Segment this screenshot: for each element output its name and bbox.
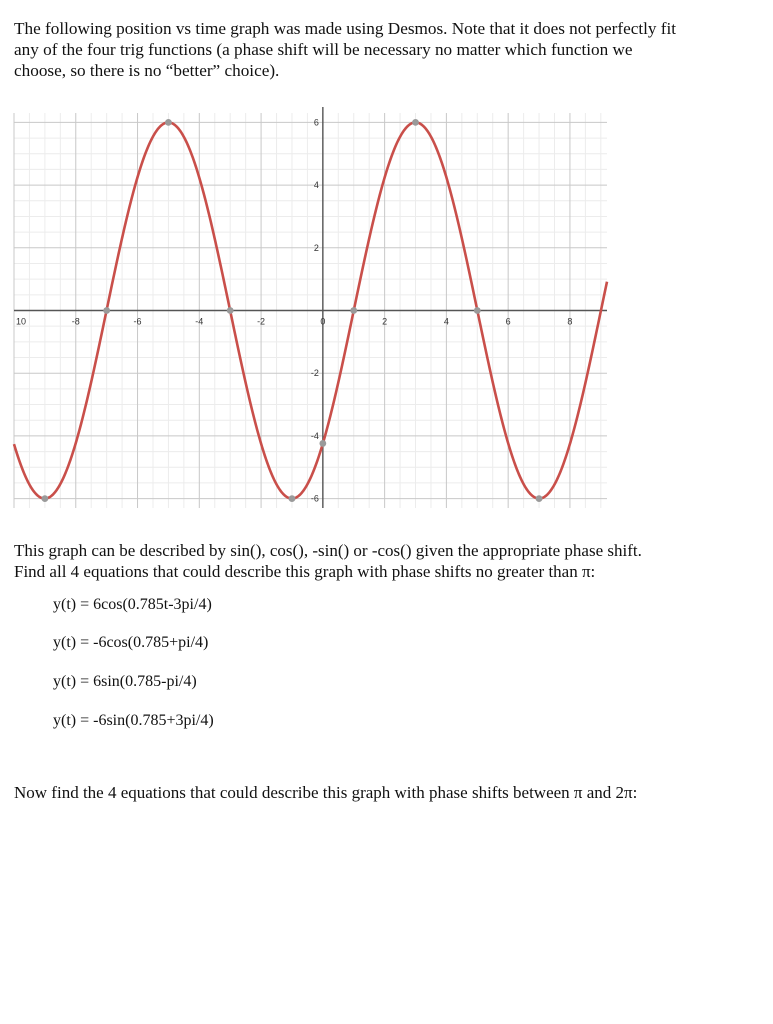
x-tick-label: -4 (195, 316, 204, 327)
curve-point (289, 495, 296, 502)
equation-1: y(t) = 6cos(0.785t-3pi/4) (53, 596, 212, 613)
x-tick-label: -2 (257, 316, 266, 327)
position-time-graph (0, 105, 620, 515)
intro-paragraph (14, 18, 762, 81)
curve-point (350, 307, 357, 314)
y-tick-label: 2 (313, 242, 319, 253)
x-tick-label: -8 (71, 316, 80, 327)
curve-point (536, 495, 543, 502)
description-line-2: Find all 4 equations that could describe this graph with phase shifts no greater than π: (14, 562, 596, 581)
description-line-1: This graph can be described by sin(), cos(), -sin() or -cos() given the appropriate phase shift. (14, 541, 642, 560)
y-tick-label: 6 (313, 117, 319, 128)
x-tick-label: 8 (567, 316, 573, 327)
curve-point (319, 440, 326, 447)
curve-point (474, 307, 481, 314)
x-tick-label: 10 (16, 316, 27, 327)
question-paragraph (14, 782, 762, 803)
intro-line-1: The following position vs time graph was made using Desmos. Note that it does not perfectly fit (14, 19, 677, 38)
curve-point (41, 495, 48, 502)
curve-point (412, 119, 419, 126)
x-tick-label: -6 (133, 316, 142, 327)
intro-line-3: choose, so there is no “better” choice). (14, 61, 280, 80)
equation-2: y(t) = -6cos(0.785+pi/4) (53, 634, 209, 651)
intro-line-2: any of the four trig functions (a phase shift will be necessary no matter which function we (14, 40, 633, 59)
y-tick-label: -6 (310, 493, 319, 504)
curve-point (227, 307, 234, 314)
y-tick-label: 4 (313, 180, 319, 191)
axes (14, 107, 607, 508)
equation-3: y(t) = 6sin(0.785-pi/4) (53, 673, 197, 690)
x-tick-label: 4 (443, 316, 449, 327)
x-tick-label: 0 (320, 316, 326, 327)
y-tick-label: -2 (310, 368, 319, 379)
x-tick-label: 2 (382, 316, 388, 327)
question-line-1: Now find the 4 equations that could describe this graph with phase shifts between π and 2π: (14, 783, 638, 802)
y-tick-label: -4 (310, 430, 319, 441)
equation-4: y(t) = -6sin(0.785+3pi/4) (53, 712, 214, 729)
curve-point (165, 119, 172, 126)
x-tick-label: 6 (505, 316, 511, 327)
description-paragraph (14, 540, 762, 582)
curve-point (103, 307, 110, 314)
